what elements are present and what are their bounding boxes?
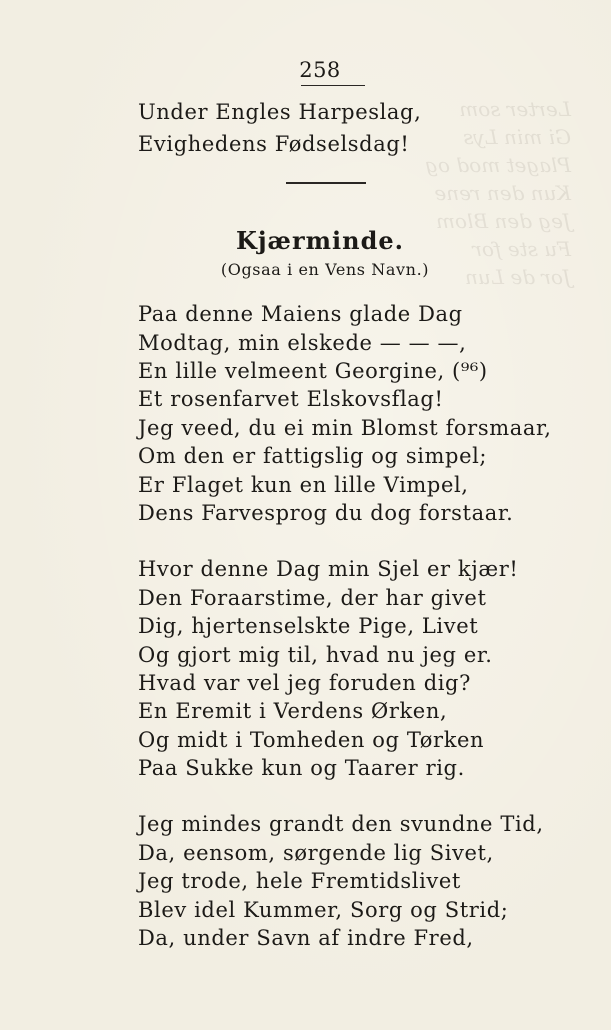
verse-line: En lille velmeent Georgine, (⁹⁶) (138, 359, 488, 383)
verse-line: Modtag, min elskede — — —, (138, 331, 467, 355)
verse-line: Da, under Savn af indre Fred, (138, 926, 474, 950)
page-number-underline (301, 85, 365, 86)
verse-line: Og gjort mig til, hvad nu jeg er. (138, 643, 493, 667)
verse-line: Og midt i Tomheden og Tørken (138, 728, 485, 752)
verse-line: Da, eensom, sørgende lig Sivet, (138, 841, 494, 865)
poem-subtitle: (Ogsaa i en Vens Navn.) (220, 260, 430, 279)
verse-line: Et rosenfarvet Elskovsflag! (138, 387, 444, 411)
verse-line: Er Flaget kun en lille Vimpel, (138, 473, 469, 497)
verse-line: En Eremit i Verdens Ørken, (138, 699, 448, 723)
verse-line: Paa Sukke kun og Taarer rig. (138, 756, 465, 780)
opening-line: Evighedens Fødselsdag! (138, 132, 410, 156)
verse-line: Dig, hjertenselskte Pige, Livet (138, 614, 479, 638)
poem-title: Kjærminde. (236, 226, 404, 255)
verse-line: Jeg veed, du ei min Blomst forsmaar, (138, 416, 552, 440)
verse-line: Den Foraarstime, der har givet (138, 586, 487, 610)
verse-line: Dens Farvesprog du dog forstaar. (138, 501, 514, 525)
verse-line: Hvor denne Dag min Sjel er kjær! (138, 557, 519, 581)
verse-line: Hvad var vel jeg foruden dig? (138, 671, 471, 695)
verse-line: Om den er fattigslig og simpel; (138, 444, 488, 468)
verse-line: Jeg trode, hele Fremtidslivet (138, 869, 461, 893)
verse-line: Blev idel Kummer, Sorg og Strid; (138, 898, 509, 922)
opening-line: Under Engles Harpeslag, (138, 100, 422, 124)
show-through-text: Lerter som Gi min Lys Plaget mod og Kun den rene Jeg den Blom Fu ste for Jor de Lun (425, 97, 571, 289)
verse-line: Jeg mindes grandt den svundne Tid, (138, 812, 544, 836)
page-number: 258 (299, 58, 341, 82)
section-divider (286, 182, 366, 184)
verse-line: Paa denne Maiens glade Dag (138, 302, 463, 326)
